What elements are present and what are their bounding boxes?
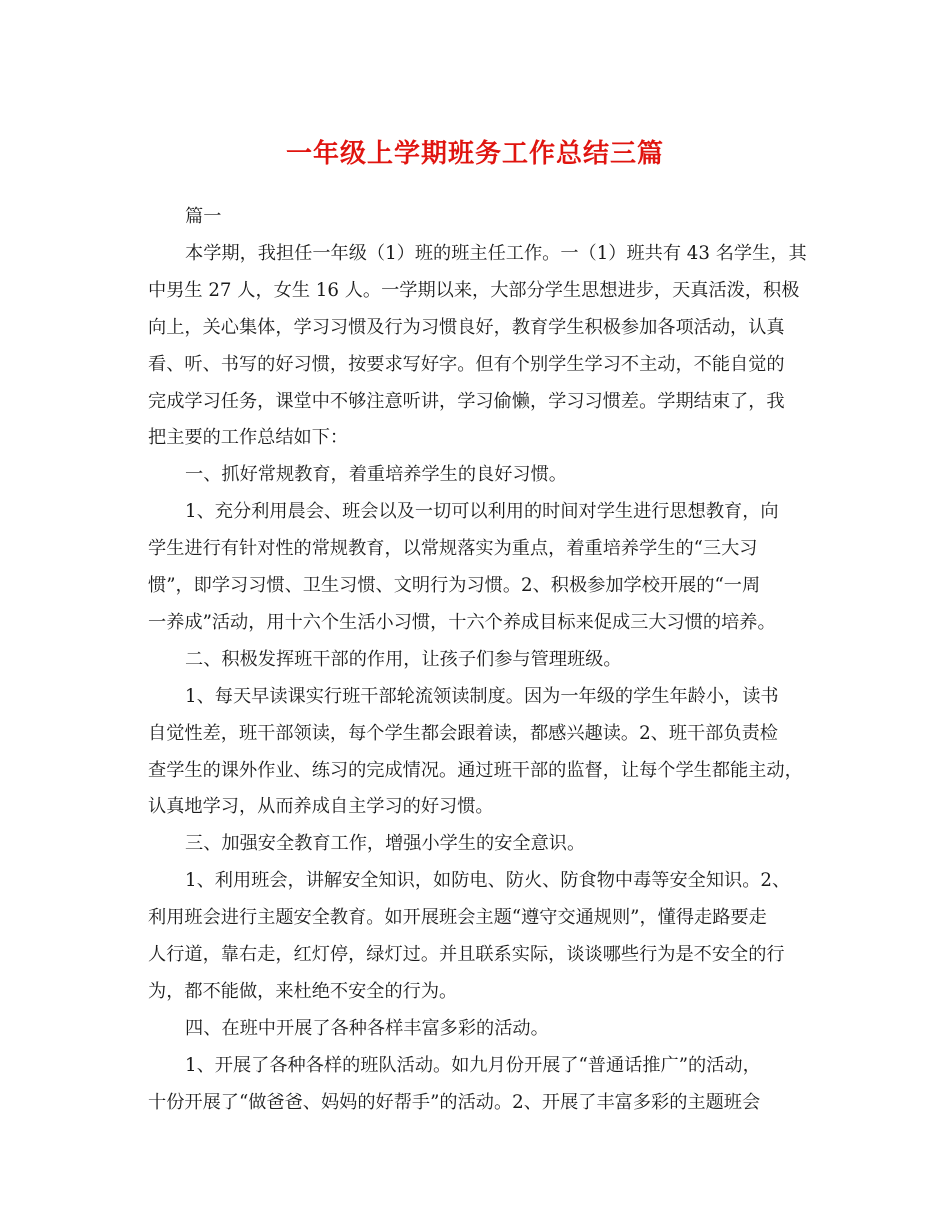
- body-line: 1、充分利用晨会、班会以及一切可以利用的时间对学生进行思想教育，向: [185, 501, 779, 523]
- body-line: 自觉性差，班干部领读，每个学生都会跟着读，都感兴趣读。2、班干部负责检: [148, 722, 778, 744]
- body-line: 中男生 27 人，女生 16 人。一学期以来，大部分学生思想进步，天真活泼，积极: [148, 279, 800, 301]
- body-line: 看、听、书写的好习惯，按要求写好字。但有个别学生学习不主动，不能自觉的: [148, 353, 785, 375]
- body-line: 把主要的工作总结如下：: [148, 427, 349, 449]
- body-line: 1、每天早读课实行班干部轮流领读制度。因为一年级的学生年龄小，读书: [185, 685, 779, 707]
- body-line: 十份开展了“做爸爸、妈妈的好帮手”的活动。2、开展了丰富多彩的主题班会: [148, 1091, 761, 1113]
- body-line: 向上，关心集体，学习习惯及行为习惯良好，教育学生积极参加各项活动，认真: [148, 316, 785, 338]
- body-line: 本学期，我担任一年级（1）班的班主任工作。一（1）班共有 43 名学生，其: [185, 242, 807, 264]
- body-line: 1、开展了各种各样的班队活动。如九月份开展了“普通话推广”的活动，: [185, 1054, 761, 1076]
- body-line: 查学生的课外作业、练习的完成情况。通过班干部的监督，让每个学生都能主动，: [148, 759, 803, 781]
- body-line: 三、加强安全教育工作，增强小学生的安全意识。: [185, 833, 586, 855]
- body-line: 惯”，即学习习惯、卫生习惯、文明行为习惯。2、积极参加学校开展的“一周: [148, 575, 761, 596]
- body-line: 学生进行有针对性的常规教育，以常规落实为重点，着重培养学生的“三大习: [148, 538, 758, 560]
- body-line: 人行道，靠右走，红灯停，绿灯过。并且联系实际，谈谈哪些行为是不安全的行: [148, 944, 785, 965]
- document-title: 一年级上学期班务工作总结三篇: [285, 139, 664, 169]
- body-line: 一、抓好常规教育，着重培养学生的良好习惯。: [185, 464, 567, 486]
- body-line: 1、利用班会，讲解安全知识，如防电、防火、防食物中毒等安全知识。2、: [185, 870, 791, 892]
- body-line: 认真地学习，从而养成自主学习的好习惯。: [148, 796, 494, 818]
- body-line: 四、在班中开展了各种各样丰富多彩的活动。: [185, 1017, 549, 1039]
- body-line: 二、积极发挥班干部的作用，让孩子们参与管理班级。: [185, 648, 622, 670]
- body-line: 一养成”活动，用十六个生活小习惯，十六个养成目标来促成三大习惯的培养。: [148, 611, 776, 633]
- body-line: 为，都不能做，来杜绝不安全的行为。: [148, 980, 458, 1002]
- body-line: 完成学习任务，课堂中不够注意听讲，学习偷懒，学习习惯差。学期结束了，我: [148, 390, 785, 412]
- body-line: 篇一: [185, 206, 222, 227]
- body-line: 利用班会进行主题安全教育。如开展班会主题“遵守交通规则”，懂得走路要走: [148, 907, 767, 929]
